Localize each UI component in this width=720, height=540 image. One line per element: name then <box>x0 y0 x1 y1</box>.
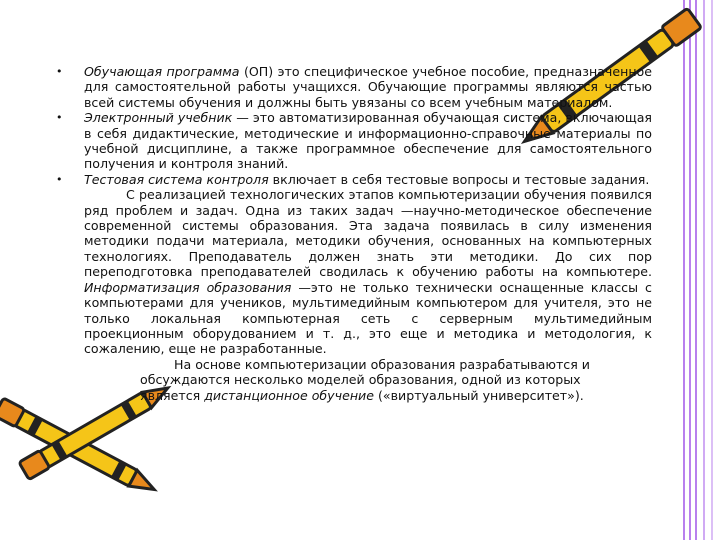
list-item <box>56 64 652 110</box>
text-body <box>56 64 652 403</box>
paragraph-text: является <box>140 387 205 403</box>
term: дистанционное обучение <box>204 387 374 403</box>
bullet-icon: • <box>56 111 63 125</box>
bullet-icon: • <box>56 65 63 78</box>
paragraph-line: обсуждаются несколько моделей образования, одной из которых <box>140 372 581 388</box>
paragraph-line: На основе компьютеризации образования разрабатываются и <box>174 356 590 372</box>
term: Тестовая система контроля <box>84 171 269 187</box>
item-text: — это автоматизированная обучающая система, включающая в себя дидактические, методические и информационно-справочные материалы по учебной дисциплине, а также программное обеспечение для самостоятельного получения и контроля знаний. <box>84 110 653 172</box>
paragraph-text: («виртуальный университет»). <box>374 387 584 403</box>
paragraph-line <box>84 388 652 403</box>
bullet-icon: • <box>56 172 63 186</box>
paragraph-text: С реализацией технологических этапов компьютеризации обучения появился ряд проблем и задач. Одна из таких задач —научно-методическое обеспечение современной системы образования. Эта задача появилась в силу изменения методики подачи материала, методики обучения, основанных на компьютерных технологиях. Преподаватель должен знать эти методики. До сих пор переподготовка преподавателей сводилась к обучению работы на компьютере. <box>84 187 652 280</box>
paragraph <box>56 357 652 403</box>
term: Обучающая программа <box>84 64 240 79</box>
item-text: включает в себя тестовые вопросы и тестовые задания. <box>268 171 650 187</box>
item-text: (ОП) это специфическое учебное пособие, предназначенное для самостоятельной работы учащихся. Обучающие программы являются частью всей системы обучения и должны быть увязаны со всем учебным материалом. <box>84 64 652 110</box>
paragraph <box>56 187 652 356</box>
list-item <box>56 110 652 172</box>
list-item <box>56 172 652 187</box>
paragraph-text: —это не только технически оснащенные классы с компьютерами для учеников, мультимедийным компьютером для учителя, это не только локальная компьютерная сеть с серверным мультимедийным проекционным оборудованием и т. д., это еще и методика и методология, к сожалению, еще не разработанные. <box>84 279 652 357</box>
term: Электронный учебник <box>84 110 233 126</box>
term: Информатизация образования <box>84 279 292 295</box>
